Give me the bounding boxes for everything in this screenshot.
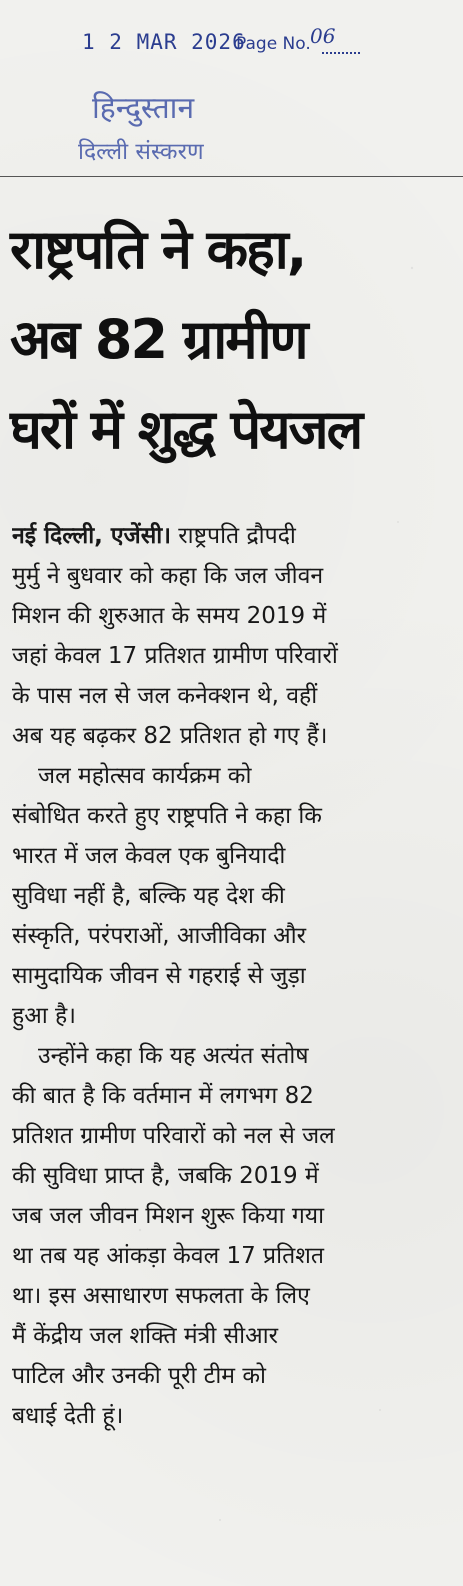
article-line: मुर्मु ने बुधवार को कहा कि जल जीवन — [12, 563, 324, 589]
dateline: नई दिल्ली, एजेंसी। — [12, 523, 171, 549]
article-line: सुविधा नहीं है, बल्कि यह देश की — [12, 883, 285, 909]
article-line: था। इस असाधारण सफलता के लिए — [12, 1283, 310, 1309]
article-line: जहां केवल 17 प्रतिशत ग्रामीण परिवारों — [12, 643, 338, 669]
article-line: मैं केंद्रीय जल शक्ति मंत्री सीआर — [12, 1323, 279, 1349]
headline-line-2: अब 82 ग्रामीण — [10, 308, 307, 371]
article-line: प्रतिशत ग्रामीण परिवारों को नल से जल — [12, 1123, 335, 1149]
headline-line-3: घरों में शुद्ध पेयजल — [10, 398, 362, 461]
article-line: उन्होंने कहा कि यह अत्यंत संतोष — [38, 1043, 309, 1069]
stamp-date: 1 2 MAR 2026 — [82, 30, 246, 54]
article-line: की बात है कि वर्तमान में लगभग 82 — [12, 1083, 314, 1109]
article-line — [12, 516, 454, 556]
article-line: जब जल जीवन मिशन शुरू किया गया — [12, 1203, 325, 1229]
stamp-divider — [0, 176, 463, 177]
article-line: अब यह बढ़कर 82 प्रतिशत हो गए हैं। — [12, 723, 328, 749]
stamp-newspaper-name: हिन्दुस्तान — [92, 91, 195, 126]
article-line: की सुविधा प्राप्त है, जबकि 2019 में — [12, 1163, 319, 1189]
stamp-page-dots — [322, 52, 360, 54]
stamp-page-number: 06 — [310, 24, 336, 48]
article-line: पाटिल और उनकी पूरी टीम को — [12, 1363, 266, 1389]
article-line: जल महोत्सव कार्यक्रम को — [38, 763, 252, 789]
stamp-page-label: Page No. — [236, 34, 311, 54]
article-body — [12, 516, 454, 1436]
article-line: हुआ है। — [12, 1003, 76, 1029]
stamp-edition: दिल्ली संस्करण — [78, 139, 204, 165]
article-line: भारत में जल केवल एक बुनियादी — [12, 843, 286, 869]
article-line: था तब यह आंकड़ा केवल 17 प्रतिशत — [12, 1243, 324, 1269]
article-line: संबोधित करते हुए राष्ट्रपति ने कहा कि — [12, 803, 322, 829]
article-line: बधाई देती हूं। — [12, 1403, 124, 1429]
article-line: सामुदायिक जीवन से गहराई से जुड़ा — [12, 963, 306, 989]
article-headline — [10, 205, 455, 475]
headline-line-1: राष्ट्रपति ने कहा, — [10, 218, 306, 281]
article-line: के पास नल से जल कनेक्शन थे, वहीं — [12, 683, 318, 709]
article-line-text: राष्ट्रपति द्रौपदी — [178, 523, 296, 549]
article-line: मिशन की शुरुआत के समय 2019 में — [12, 603, 327, 629]
article-line: संस्कृति, परंपराओं, आजीविका और — [12, 923, 307, 949]
